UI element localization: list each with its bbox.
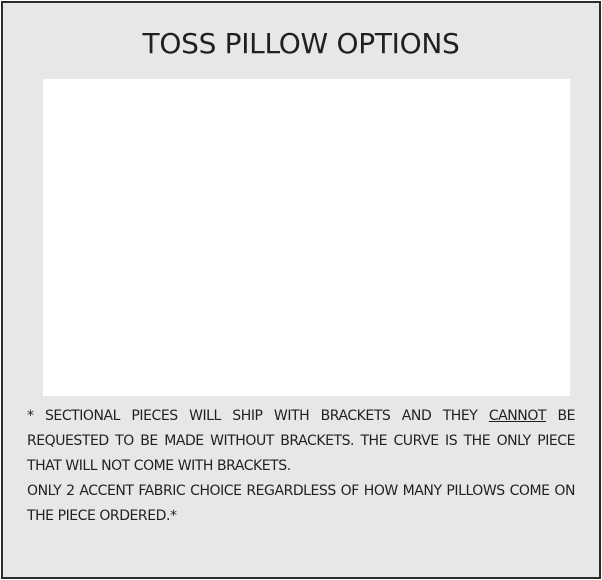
bracket-note: [27, 404, 575, 479]
bracket-note-text-start: * SECTIONAL PIECES WILL SHIP WITH BRACKETS AND THEY: [27, 408, 489, 424]
page-title: TOSS PILLOW OPTIONS: [142, 27, 460, 60]
accent-fabric-note: ONLY 2 ACCENT FABRIC CHOICE REGARDLESS OF HOW MANY PILLOWS COME ON THE PIECE ORDERED.*: [27, 483, 575, 524]
bracket-note-text-end: BE REQUESTED TO BE MADE WITHOUT BRACKETS. THE CURVE IS THE ONLY PIECE THAT WILL NOT COME WITH BRACKETS.: [27, 408, 575, 474]
cannot-emphasis: CANNOT: [488, 408, 546, 424]
pillow-image-area: [43, 79, 570, 396]
pillow-options-panel: [1, 1, 601, 579]
notes-section: [27, 404, 575, 529]
